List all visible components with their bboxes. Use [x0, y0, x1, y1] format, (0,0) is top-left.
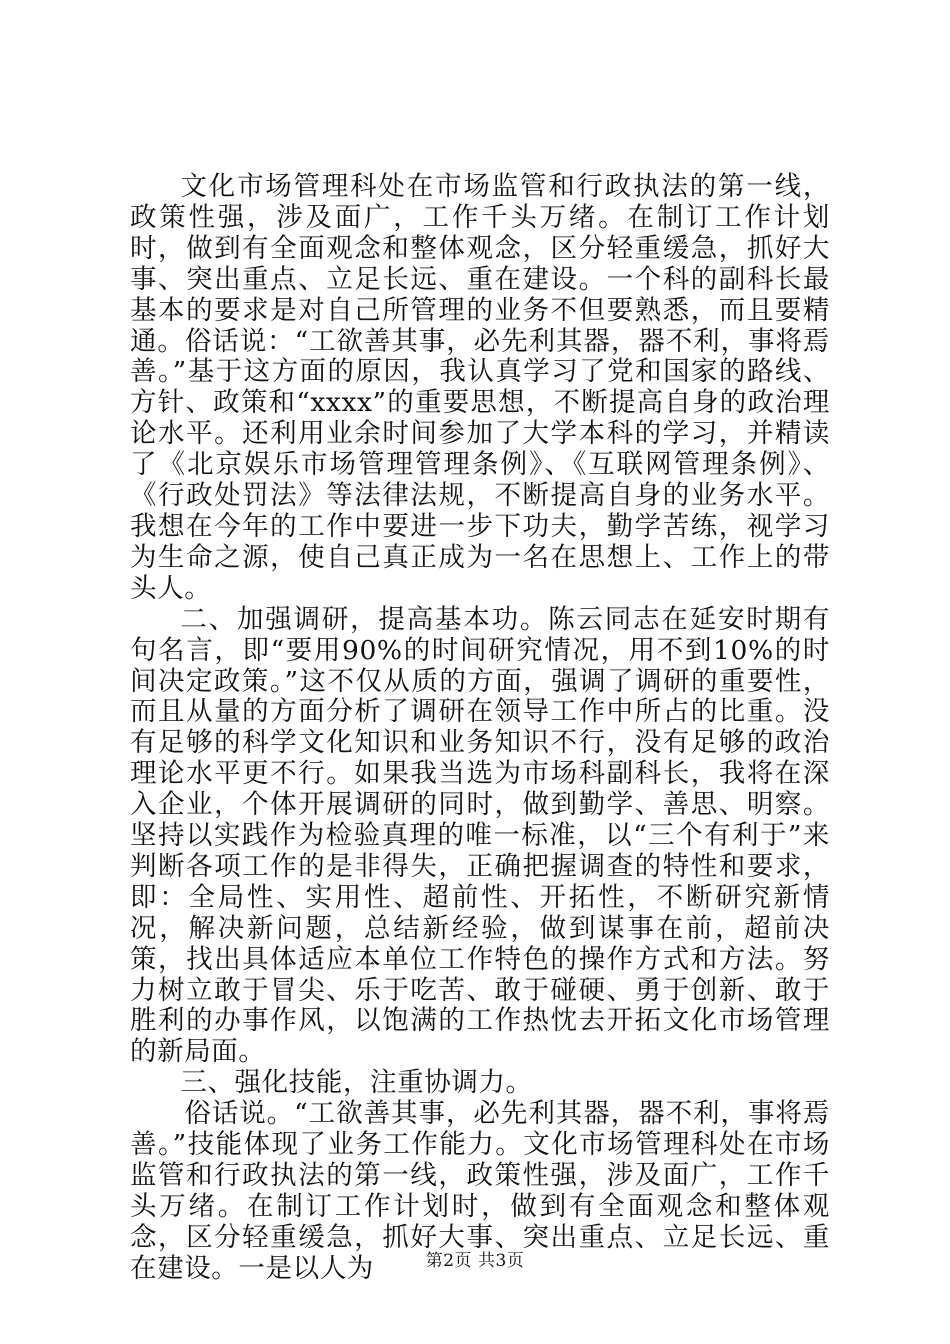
paragraph-skills: 俗话说。“工欲善其事，必先利其器，器不利，事将焉善。”技能体现了业务工作能力。文化市场管理科处在市场监管和行政执法的第一线，政策性强，涉及面广，工作千头万绪。在制订工作计划时，做到有全面观念和整体观念，区分轻重缓急，抓好大事、突出重点、立足长远、重在建设。一是以人为	[130, 1098, 830, 1284]
page-number-footer: 第2页 共3页	[425, 1251, 525, 1271]
paragraph-research: 二、加强调研，提高基本功。陈云同志在延安时期有句名言，即“要用90%的时间研究情况，用不到10%的时间决定政策。”这不仅从质的方面，强调了调研的重要性，而且从量的方面分析了调研在领导工作中所占的比重。没有足够的科学文化知识和业务知识不行，没有足够的政治理论水平更不行。如果我当选为市场科副科长，我将在深入企业，个体开展调研的同时，做到勤学、善思、明察。坚持以实践作为检验真理的唯一标准，以“三个有利于”来判断各项工作的是非得失，正确把握调查的特性和要求，即：全局性、实用性、超前性、开拓性，不断研究新情况，解决新问题，总结新经验，做到谋事在前，超前决策，找出具体适应本单位工作特色的操作方式和方法。努力树立敢于冒尖、乐于吃苦、敢于碰硬、勇于创新、敢于胜利的办事作风，以饱满的工作热忱去开拓文化市场管理的新局面。	[130, 603, 830, 1068]
paragraph-study: 文化市场管理科处在市场监管和行政执法的第一线，政策性强，涉及面广，工作千头万绪。在制订工作计划时，做到有全面观念和整体观念，区分轻重缓急，抓好大事、突出重点、立足长远、重在建设。一个科的副科长最基本的要求是对自己所管理的业务不但要熟悉，而且要精通。俗话说：“工欲善其事，必先利其器，器不利，事将焉善。”基于这方面的原因，我认真学习了党和国家的路线、方针、政策和“xxxx”的重要思想，不断提高自身的政治理论水平。还利用业余时间参加了大学本科的学习，并精读了《北京娱乐市场管理管理条例》、《互联网管理条例》、《行政处罚法》等法律法规，不断提高自身的业务水平。我想在今年的工作中要进一步下功夫，勤学苦练，视学习为生命之源，使自己真正成为一名在思想上、工作上的带头人。	[130, 171, 830, 604]
body-text	[130, 172, 830, 1285]
section-heading-skills: 三、强化技能，注重协调力。	[180, 1067, 533, 1099]
